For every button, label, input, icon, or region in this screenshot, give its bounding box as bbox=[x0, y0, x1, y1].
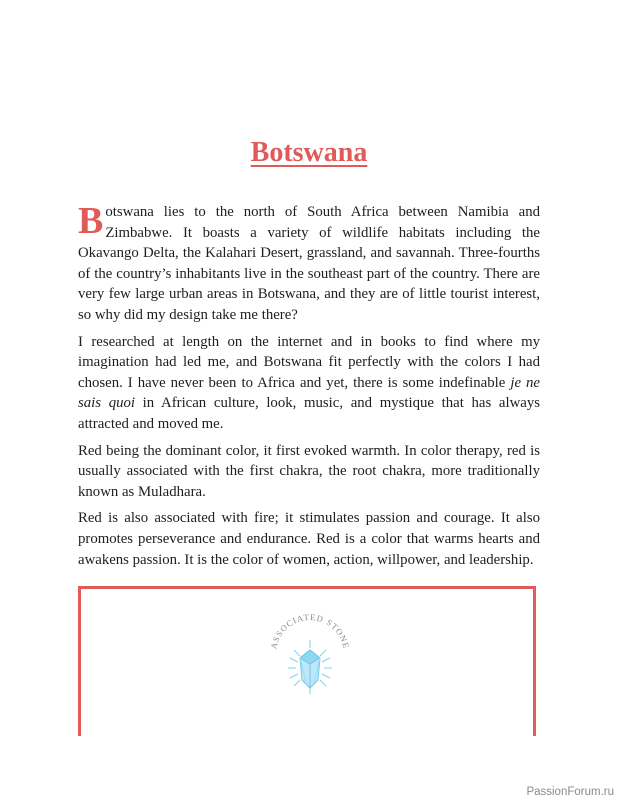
watermark: PassionForum.ru bbox=[526, 786, 614, 798]
paragraph-2-text-a: I researched at length on the internet and in books to find where my imagination had led me, and Botswana fit perfectly with the colors I had chosen. I have never been to Africa and yet, there is some indefinable bbox=[78, 333, 540, 391]
drop-cap: B bbox=[78, 200, 104, 242]
page-title: Botswana bbox=[250, 137, 368, 168]
paragraph-3: Red being the dominant color, it first evoked warmth. In color therapy, red is usually associated with the first chakra, the root chakra, more traditionally known as Muladhara. bbox=[78, 442, 540, 500]
paragraph-2 bbox=[78, 332, 540, 435]
associated-stone-logo bbox=[262, 612, 358, 696]
paragraph-1-text: otswana lies to the north of South Africa between Namibia and Zimbabwe. It boasts a variety of wildlife habitats including the Okavango Delta, the Kalahari Desert, grassland, and savannah. Three-fourths of the country’s inhabitants live in the southeast part of the country. There are very few large urban areas in Botswana, and they are of little tourist interest, so why did my design take me there? bbox=[78, 204, 540, 323]
article-body bbox=[78, 202, 540, 576]
logo-text: ASSOCIATED STONE bbox=[268, 612, 352, 650]
crystal-icon bbox=[288, 640, 332, 694]
paragraph-4: Red is also associated with fire; it stimulates passion and courage. It also promotes perseverance and endurance. Red is a color that warms hearts and awakens passion. It is the color of women, action, willpower, and leadership. bbox=[78, 510, 540, 568]
paragraph-1 bbox=[78, 202, 540, 326]
paragraph-2-italic: je ne sais quoi bbox=[78, 374, 540, 412]
paragraph-2-text-b: in African culture, look, music, and mystique that has always attracted and moved me. bbox=[78, 395, 540, 432]
